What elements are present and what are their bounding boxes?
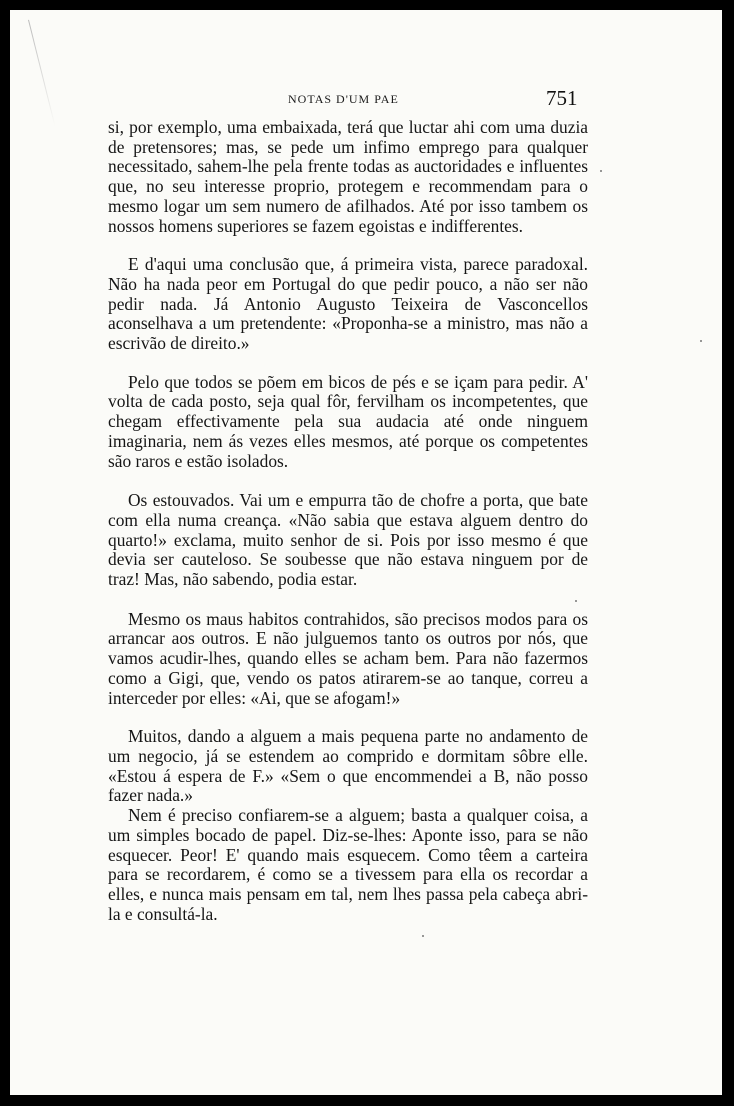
body-text: [108, 118, 588, 924]
paragraph: si, por exemplo, uma embaixada, terá que luctar ahi com uma duzia de pretensores; mas, se pede um infimo emprego para qualquer necessitado, sahem-lhe pela frente todas as auctoridades e influentes que, no seu interesse proprio, protegem e recommendam para o mesmo logar um sem numero de afilhados. Até por isso tambem os nossos homens superiores se fazem egoistas e indifferentes.: [108, 117, 588, 236]
paragraph: Pelo que todos se põem em bicos de pés e se içam para pedir. A' volta de cada posto, seja qual fôr, fervilham os incompetentes, que chegam effectivamente pela sua audacia até onde ninguem imaginaria, nem ás vezes elles mesmos, até porque os competentes são raros e estão isolados.: [108, 371, 588, 471]
paper-speck: [700, 340, 702, 342]
running-head: NOTAS D'UM PAE: [288, 92, 399, 106]
book-page: [10, 10, 722, 1095]
paper-speck: [575, 600, 577, 602]
paper-speck: [600, 170, 602, 172]
paragraph: Mesmo os maus habitos contrahidos, são precisos modos para os arrancar aos outros. E não julguemos tanto os outros por nós, que vamos acudir-lhes, quando elles se acham bem. Para não fazermos como a Gigi, que, vendo os patos atirarem-se ao tanque, correu a interceder por elles: «Ai, que se afogam!»: [108, 608, 588, 708]
paragraph: Os estouvados. Vai um e empurra tão de chofre a porta, que bate com ella numa creança. «Não sabia que estava alguem dentro do quarto!» exclama, muito senhor de si. Pois por isso mesmo é que devia ser cauteloso. Se soubesse que não estava ninguem por de traz! Mas, não sabendo, podia estar.: [108, 490, 588, 590]
paragraph: Muitos, dando a alguem a mais pequena parte no andamento de um negocio, já se estendem ao comprido e dormitam sôbre elle. «Estou á espera de F.» «Sem o que encommendei a B, não posso fazer nada.»: [108, 726, 588, 806]
page-header: [10, 86, 722, 116]
page-number: 751: [546, 86, 578, 110]
paragraph: E d'aqui uma conclusão que, á primeira vista, parece paradoxal. Não ha nada peor em Portugal do que pedir pouco, a não ser não pedir nada. Já Antonio Augusto Teixeira de Vasconcellos aconselhava a um pretendente: «Proponha-se a ministro, mas não a escrivão de direito.»: [108, 254, 588, 354]
paragraph: Nem é preciso confiarem-se a alguem; basta a qualquer coisa, a um simples bocado de papel. Diz-se-lhes: Aponte isso, para se não esquecer. Peor! E' quando mais esquecem. Como têem a carteira para se recordarem, é como se a tivessem para ella os recordar a elles, e nunca mais pensam em tal, nem lhes passa pela cabeça abri-la e consultá-la.: [108, 805, 588, 924]
paper-speck: [422, 935, 424, 937]
